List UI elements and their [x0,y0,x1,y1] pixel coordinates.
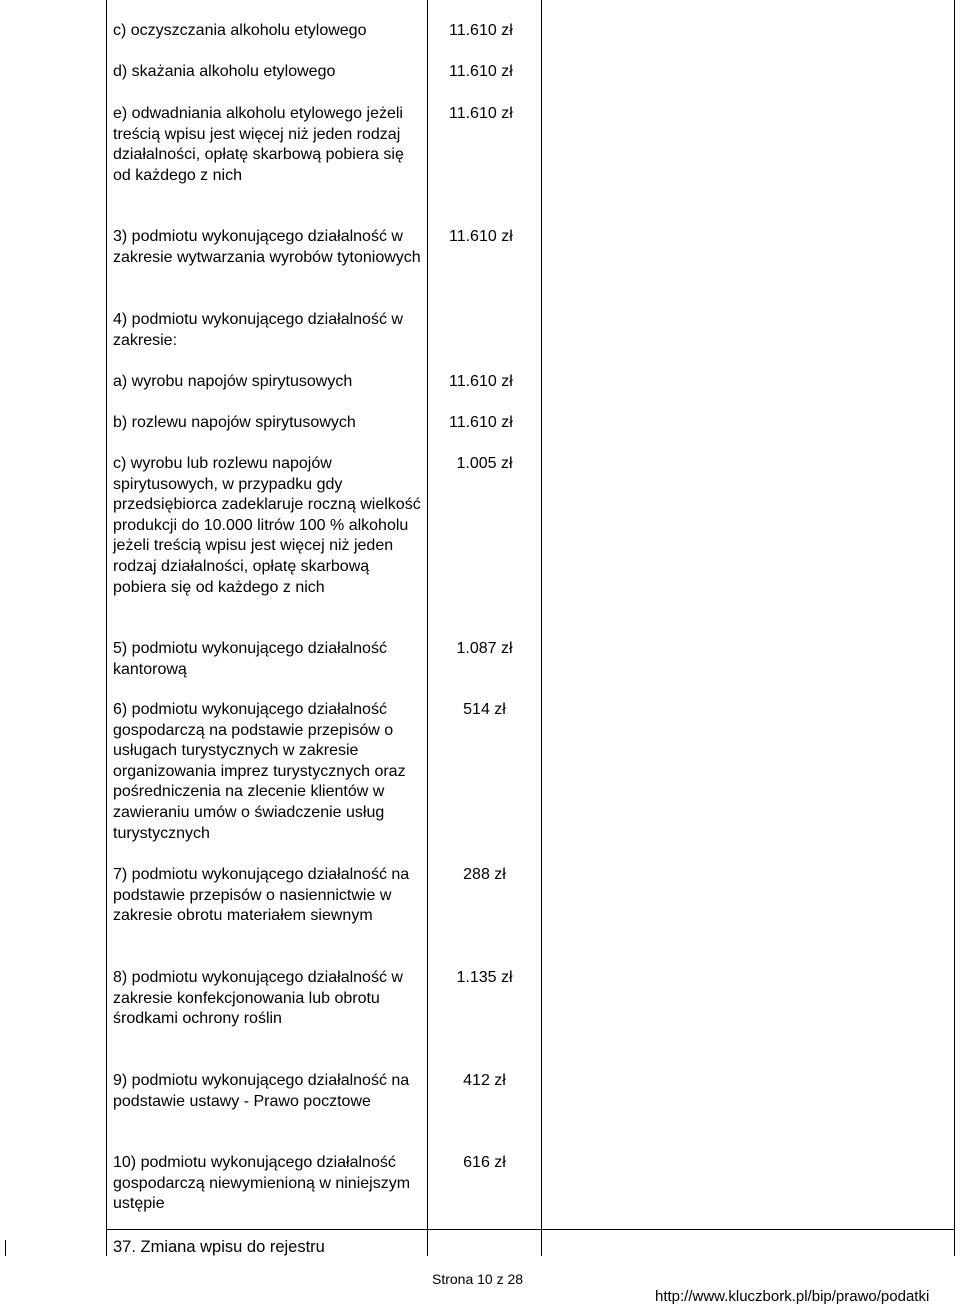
row-fee: 514 zł [463,701,506,718]
table-border-left [106,0,107,1256]
outer-margin-mark [5,1240,6,1256]
row-text: 6) podmiotu wykonującego działalność gospodarczą na podstawie przepisów o usługach turystycznych w zakresie organizowania imprez turystycznych oraz pośredniczenia na zlecenie klientów w zawieraniu umów o świadczenie usług turystycznych [113,701,406,842]
row-text: e) odwadniania alkoholu etylowego jeżeli treścią wpisu jest więcej niż jeden rodzaj działalności, opłatę skarbową pobiera się od każdego z nich [113,105,404,184]
row-fee: 1.087 zł [456,640,513,657]
table-border-col3 [541,0,542,1256]
row-fee: 11.610 zł [449,228,513,245]
row-fee: 11.610 zł [449,22,513,39]
row-text: b) rozlewu napojów spirytusowych [113,414,356,431]
row-text: 5) podmiotu wykonującego działalność kantorową [113,640,387,678]
row-text: 3) podmiotu wykonującego działalność w zakresie wytwarzania wyrobów tytoniowych [113,228,421,266]
row-fee: 11.610 zł [449,105,513,122]
footer-url[interactable]: http://www.kluczbork.pl/bip/prawo/podatki [655,1288,930,1305]
row-text: 10) podmiotu wykonującego działalność gospodarczą niewymienioną w niniejszym ustępie [113,1154,411,1213]
row-text: 8) podmiotu wykonującego działalność w zakresie konfekcjonowania lub obrotu środkami ochrony roślin [113,969,403,1028]
row-text: d) skażania alkoholu etylowego [113,63,336,80]
row-fee: 1.135 zł [456,969,513,986]
row-text: 4) podmiotu wykonującego działalność w zakresie: [113,311,403,349]
row-text: a) wyrobu napojów spirytusowych [113,373,353,390]
row-text: c) wyrobu lub rozlewu napojów spirytusowych, w przypadku gdy przedsiębiorca zadeklaruje roczną wielkość produkcji do 10.000 litrów 100 % alkoholu jeżeli treścią wpisu jest więcej niż jeden rodzaj działalności, opłatę skarbową pobiera się od każdego z nich [113,455,421,596]
row-fee: 1.005 zł [456,455,513,472]
table-border-col2 [427,0,428,1256]
section-heading: 37. Zmiana wpisu do rejestru [113,1238,325,1256]
table-row-divider [106,1229,955,1230]
row-fee: 11.610 zł [449,373,513,390]
row-text: c) oczyszczania alkoholu etylowego [113,22,367,39]
row-fee: 616 zł [463,1154,506,1171]
row-fee: 288 zł [463,866,506,883]
row-fee: 11.610 zł [449,414,513,431]
row-fee: 412 zł [463,1072,506,1089]
table-border-right [954,0,955,1256]
row-fee: 11.610 zł [449,63,513,80]
row-text: 9) podmiotu wykonującego działalność na podstawie ustawy - Prawo pocztowe [113,1072,410,1110]
row-text: 7) podmiotu wykonującego działalność na podstawie przepisów o nasiennictwie w zakresie obrotu materiałem siewnym [113,866,410,925]
page-number: Strona 10 z 28 [432,1271,524,1287]
